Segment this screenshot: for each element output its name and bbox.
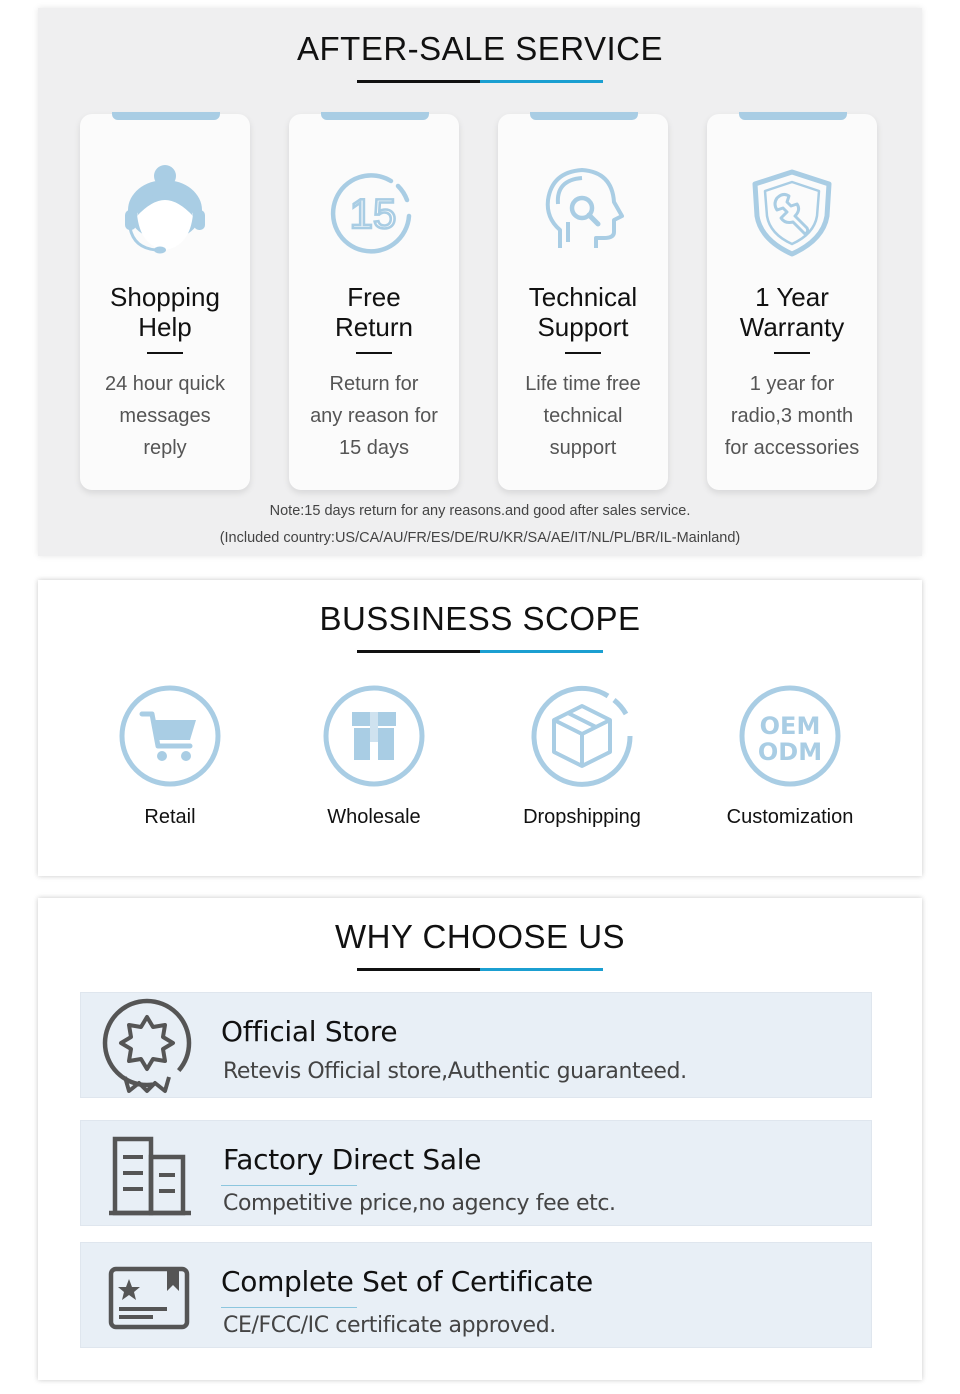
card-shopping-help bbox=[80, 114, 250, 490]
card-title: 1 Year Warranty bbox=[739, 282, 845, 342]
note-text: Note:15 days return for any reasons.and good after sales service. bbox=[269, 503, 691, 519]
oem-odm-icon bbox=[738, 684, 842, 788]
title-underline bbox=[357, 80, 603, 83]
card-technical-support bbox=[498, 114, 668, 490]
card-tab bbox=[739, 112, 847, 120]
card-title: Free Return bbox=[334, 282, 414, 342]
card-free-return bbox=[289, 114, 459, 490]
row-description: Competitive price,no agency fee etc. bbox=[223, 1191, 616, 1216]
why-row-official-store bbox=[80, 992, 872, 1098]
svg-text:15: 15 bbox=[349, 190, 397, 237]
card-tab bbox=[530, 112, 638, 120]
title-underline bbox=[357, 968, 603, 971]
business-scope-section bbox=[38, 580, 922, 876]
scope-label: Customization bbox=[726, 806, 854, 828]
card-divider bbox=[774, 352, 810, 354]
card-description: Return for any reason for 15 days bbox=[310, 373, 438, 459]
card-warranty bbox=[707, 114, 877, 490]
card-divider bbox=[565, 352, 601, 354]
why-choose-us-title: WHY CHOOSE US bbox=[334, 918, 626, 955]
note-countries: (Included country:US/CA/AU/FR/ES/DE/RU/KR/SA/AE/IT/NL/PL/BR/IL-Mainland) bbox=[219, 530, 741, 546]
row-divider bbox=[221, 1185, 357, 1186]
row-title: Official Store bbox=[221, 1015, 398, 1048]
row-description: CE/FCC/IC certificate approved. bbox=[223, 1313, 556, 1338]
row-divider bbox=[221, 1307, 357, 1308]
card-description: 1 year for radio,3 month for accessories bbox=[724, 373, 860, 459]
scope-label: Wholesale bbox=[327, 806, 421, 828]
15-days-icon bbox=[329, 164, 419, 260]
why-row-certificate bbox=[80, 1242, 872, 1348]
svg-text:OEM: OEM bbox=[759, 712, 821, 740]
cart-icon bbox=[118, 684, 222, 788]
why-choose-us-section bbox=[38, 898, 922, 1380]
scope-item-customization bbox=[690, 684, 890, 829]
card-title: Shopping Help bbox=[110, 282, 220, 342]
card-title: Technical Support bbox=[528, 282, 638, 342]
row-title: Complete Set of Certificate bbox=[221, 1265, 593, 1298]
package-icon bbox=[322, 684, 426, 788]
scope-item-retail bbox=[70, 684, 270, 829]
scope-label: Retail bbox=[144, 806, 196, 828]
row-description: Retevis Official store,Authentic guaranteed. bbox=[223, 1059, 687, 1084]
factory-building-icon bbox=[99, 1123, 199, 1225]
after-sale-title: AFTER-SALE SERVICE bbox=[297, 30, 663, 67]
scope-item-dropshipping bbox=[482, 684, 682, 829]
business-scope-title: BUSSINESS SCOPE bbox=[319, 600, 641, 637]
svg-text:ODM: ODM bbox=[757, 738, 823, 766]
card-description: Life time free technical support bbox=[525, 373, 641, 459]
card-divider bbox=[356, 352, 392, 354]
why-row-factory-direct bbox=[80, 1120, 872, 1226]
card-divider bbox=[147, 352, 183, 354]
title-underline bbox=[357, 650, 603, 653]
scope-label: Dropshipping bbox=[523, 806, 641, 828]
shield-wrench-icon bbox=[747, 164, 837, 260]
card-description: 24 hour quick messages reply bbox=[104, 373, 226, 459]
customer-service-icon bbox=[120, 164, 210, 260]
certificate-icon bbox=[99, 1245, 199, 1347]
badge-award-icon bbox=[99, 995, 199, 1097]
card-tab bbox=[321, 112, 429, 120]
row-title: Factory Direct Sale bbox=[223, 1143, 482, 1176]
technical-support-icon bbox=[538, 164, 628, 260]
box-icon bbox=[530, 684, 634, 788]
scope-item-wholesale bbox=[274, 684, 474, 829]
card-tab bbox=[112, 112, 220, 120]
after-sale-section bbox=[38, 8, 922, 556]
